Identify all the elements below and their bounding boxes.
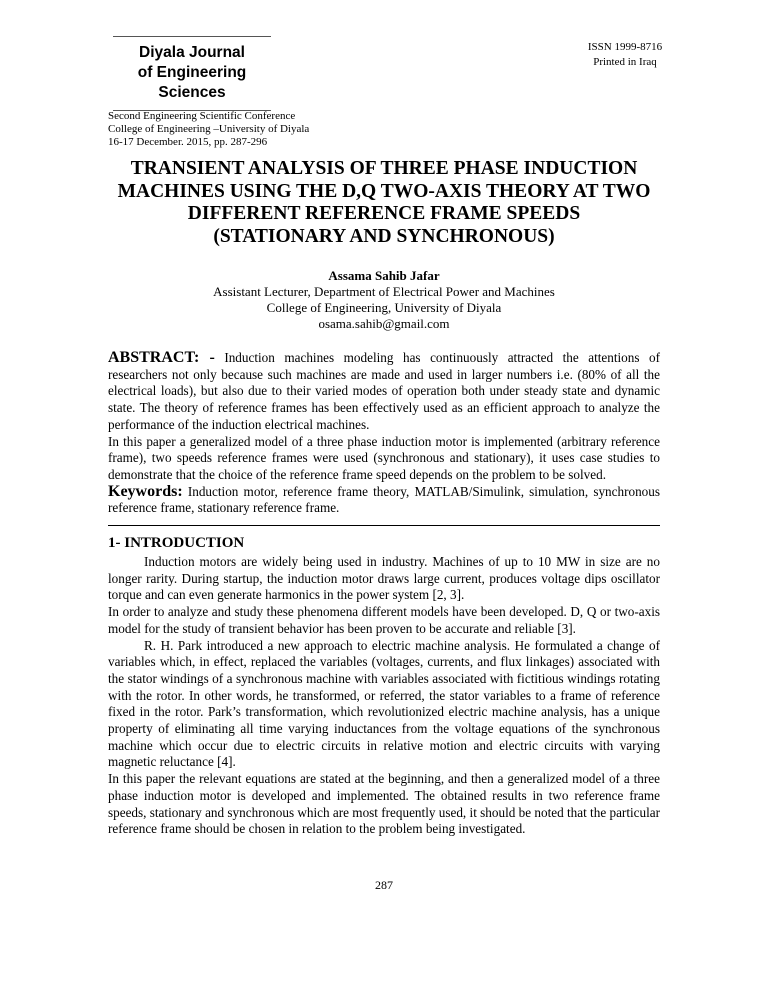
title-line: TRANSIENT ANALYSIS OF THREE PHASE INDUCTION	[130, 158, 638, 179]
page-number: 287	[375, 877, 393, 892]
printed-in: Printed in Iraq	[593, 56, 657, 68]
conference-line: Second Engineering Scientific Conference	[108, 110, 296, 122]
page-content	[100, 0, 668, 912]
author-position: Assistant Lecturer, Department of Electrical Power and Machines	[213, 284, 555, 299]
journal-name-line: Diyala Journal	[139, 44, 245, 61]
paragraph: In this paper the relevant equations are stated at the beginning, and then a generalized model of a three phase induction motor is developed and implemented. The obtained results in two reference frame speeds, stationary and synchronous which are most frequently used, it should be noted that the particular reference frame should be chosen in relation to the problem being investigated.	[108, 771, 660, 837]
title-line: DIFFERENT REFERENCE FRAME SPEEDS	[187, 203, 581, 224]
abstract-label: ABSTRACT: -	[108, 349, 215, 366]
section-divider	[108, 525, 660, 526]
journal-name-line: of Engineering	[137, 64, 247, 81]
paragraph: In order to analyze and study these phenomena different models have been developed. D, Q or two-axis model for the study of transient behavior has been proven to be accurate and reliable [3].	[108, 604, 660, 636]
author-name: Assama Sahib Jafar	[328, 268, 440, 283]
conference-line: 16-17 December. 2015, pp. 287-296	[108, 136, 268, 148]
title-line: MACHINES USING THE D,Q TWO-AXIS THEORY AT TWO	[117, 180, 651, 202]
paper-title	[100, 158, 668, 248]
journal-name-line: Sciences	[158, 84, 226, 101]
paragraph: Induction motors are widely being used in industry. Machines of up to 10 MW in size are no longer rarity. During startup, the induction motor draws large current, produces voltage dips oscillator torque and can even generate harmonics in the power system [2, 3].	[108, 554, 660, 603]
introduction-body	[108, 554, 660, 838]
author-email[interactable]: osama.sahib@gmail.com	[318, 316, 450, 331]
abstract-paragraph: Induction machines modeling has continuously attracted the attentions of researchers not only because such machines are made and used in larger numbers i.e. (80% of all the electrical loads), but also due to their varied modes of operation both under steady state and dynamic state. The theory of reference frames has been effectively used as an efficient approach to analyze the performance of the induction electrical machines.	[108, 350, 660, 432]
author-affiliation: College of Engineering, University of Diyala	[266, 300, 502, 315]
conference-line: College of Engineering –University of Diyala	[108, 123, 310, 135]
abstract	[108, 350, 660, 517]
author-block	[100, 268, 668, 332]
issn: ISSN 1999-8716	[587, 41, 663, 53]
title-line: (STATIONARY AND SYNCHRONOUS)	[213, 225, 555, 247]
abstract-paragraph: In this paper a generalized model of a three phase induction motor is implemented (arbitrary reference frame), two speeds reference frames were used (synchronous and stationary), it uses case studies to demonstrate that the choice of the reference frame speed depends on the problem to be solved.	[108, 433, 660, 482]
keywords-label: Keywords:	[108, 482, 183, 500]
paragraph: R. H. Park introduced a new approach to electric machine analysis. He formulated a change of variables which, in effect, replaced the variables (voltages, currents, and flux linkages) associated with the stator windings of a synchronous machine with variables associated with fictitious windings rotating with the rotor. In other words, he transformed, or referred, the stator variables to a frame of reference fixed in the rotor. Park’s transformation, which revolutionized electric machine analysis, has a unique property of eliminating all time varying inductances from the voltage equations of the synchronous machine which occur due to electric circuits in relative motion and electric circuits with varying magnetic reluctance [4].	[108, 637, 660, 770]
section-heading: 1- INTRODUCTION	[108, 535, 245, 552]
keywords-text: Induction motor, reference frame theory, MATLAB/Simulink, simulation, synchronous reference frame, stationary reference frame.	[108, 483, 660, 516]
